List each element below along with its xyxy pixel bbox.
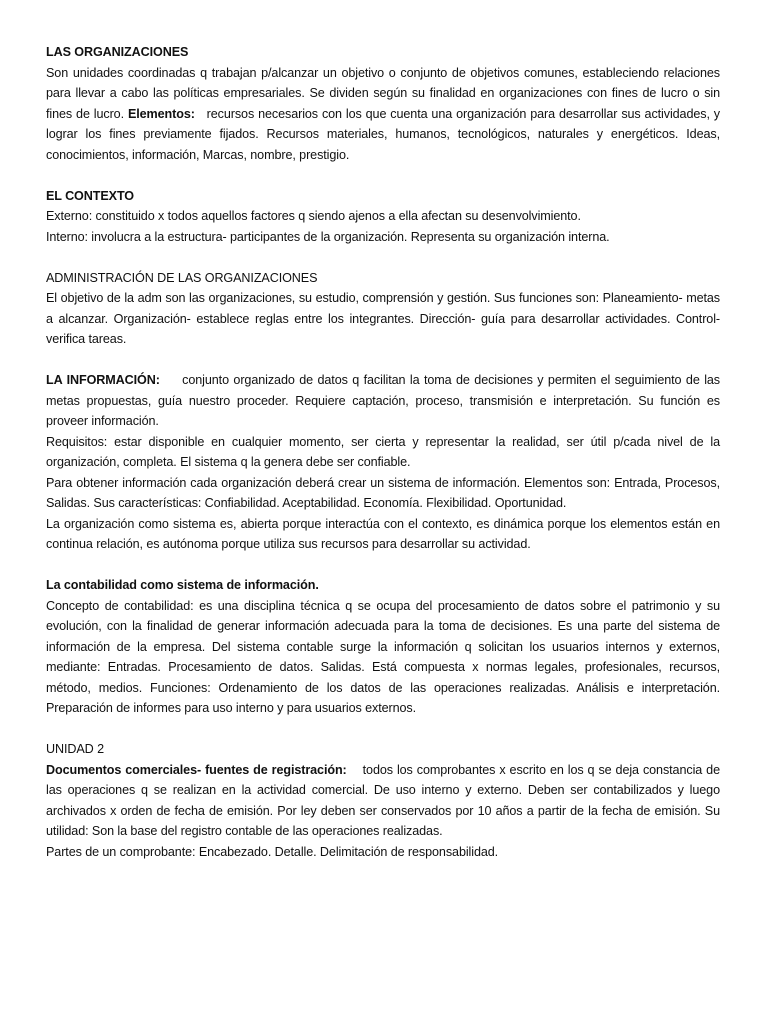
paragraph-organizacion-sistema: La organización como sistema es, abierta porque interactúa con el contexto, es dinámica porque los elementos están en continua relación, es autónoma porque utiliza sus recursos para desarrollar su actividad. xyxy=(46,516,720,551)
paragraph xyxy=(46,760,720,842)
section-title: LAS ORGANIZACIONES xyxy=(46,45,189,59)
paragraph: El objetivo de la adm son las organizaciones, su estudio, comprensión y gestión. Sus funciones son: Planeamiento- metas a alcanzar. Organización- establece reglas entre los integrantes. Dirección- guía para desarrollar actividades. Control- verifica tareas. xyxy=(46,291,720,346)
section-el-contexto xyxy=(46,186,720,248)
paragraph-interno: Interno: involucra a la estructura- participantes de la organización. Representa su organización interna. xyxy=(46,229,610,244)
section-title: EL CONTEXTO xyxy=(46,188,135,203)
section-unidad-2 xyxy=(46,739,720,862)
paragraph xyxy=(46,63,720,166)
section-administracion xyxy=(46,268,720,350)
section-las-organizaciones xyxy=(46,42,720,165)
section-title: La contabilidad como sistema de información. xyxy=(46,578,319,592)
paragraph-text: recursos necesarios con los que cuenta una organización para desarrollar sus actividades, y lograr los fines previamente fijados. Recursos materiales, humanos, tecnológicos, naturales y energéticos. Ideas, conocimientos, información, Marcas, nombre, prestigio. xyxy=(46,106,721,162)
section-title: LA INFORMACIÓN: xyxy=(46,373,160,387)
document-page xyxy=(46,42,720,862)
inline-label: Documentos comerciales- fuentes de registración: xyxy=(46,762,347,777)
paragraph-requisitos: Requisitos: estar disponible en cualquier momento, ser cierta y representar la realidad, ser útil p/cada nivel de la organización, completa. El sistema q la genera debe ser confiable. xyxy=(46,434,720,469)
paragraph-externo: Externo: constituido x todos aquellos factores q siendo ajenos a ella afectan su desenvolvimiento. xyxy=(46,209,581,223)
section-title: UNIDAD 2 xyxy=(46,742,104,756)
paragraph: Concepto de contabilidad: es una disciplina técnica q se ocupa del procesamiento de datos sobre el patrimonio y su evolución, con la finalidad de generar información adecuada para la toma de decisiones. Es una parte del sistema de información de la empresa. Del sistema contable surge la información q solicitan los usuarios internos y externos, mediante: Entradas. Procesamiento de datos. Salidas. Está compuesta x normas legales, profesionales, recursos, método, medios. Funciones: Ordenamiento de los datos de las operaciones realizadas. Análisis e interpretación. Preparación de informes para uso interno y para usuarios externos. xyxy=(46,598,720,715)
paragraph-text: conjunto organizado de datos q facilitan la toma de decisiones y permiten el seguimiento de las metas propuestas, guía nuestro proceder. Requiere captación, proceso, transmisión e interpretación. Su función es proveer información. xyxy=(46,373,720,428)
section-contabilidad xyxy=(46,575,720,719)
paragraph-text: Son unidades coordinadas q trabajan p/alcanzar un objetivo o conjunto de objetivos comunes, estableciendo relaciones para llevar a cabo las políticas empresariales. Se dividen según su finalidad en organizaciones con fines de lucro o sin fines de lucro. xyxy=(46,65,720,121)
section-title: ADMINISTRACIÓN DE LAS ORGANIZACIONES xyxy=(46,270,318,285)
paragraph xyxy=(46,370,720,432)
paragraph-text: todos los comprobantes x escrito en los q se deja constancia de las operaciones q se realizan en la actividad comercial. De uso interno y externo. Deben ser contabilizados y luego archivados x orden de fecha de emisión. Por ley deben ser conservados por 10 años a partir de la fecha de emisión. Su utilidad: Son la base del registro contable de las operaciones realizadas. xyxy=(46,762,720,838)
paragraph-sistema: Para obtener información cada organización deberá crear un sistema de información. Elementos son: Entrada, Procesos, Salidas. Sus características: Confiabilidad. Aceptabilidad. Economía. Flexibilidad. Oportunidad. xyxy=(46,475,720,510)
inline-label: Elementos: xyxy=(127,106,195,121)
paragraph-partes: Partes de un comprobante: Encabezado. Detalle. Delimitación de responsabilidad. xyxy=(46,844,499,859)
section-la-informacion xyxy=(46,370,720,555)
